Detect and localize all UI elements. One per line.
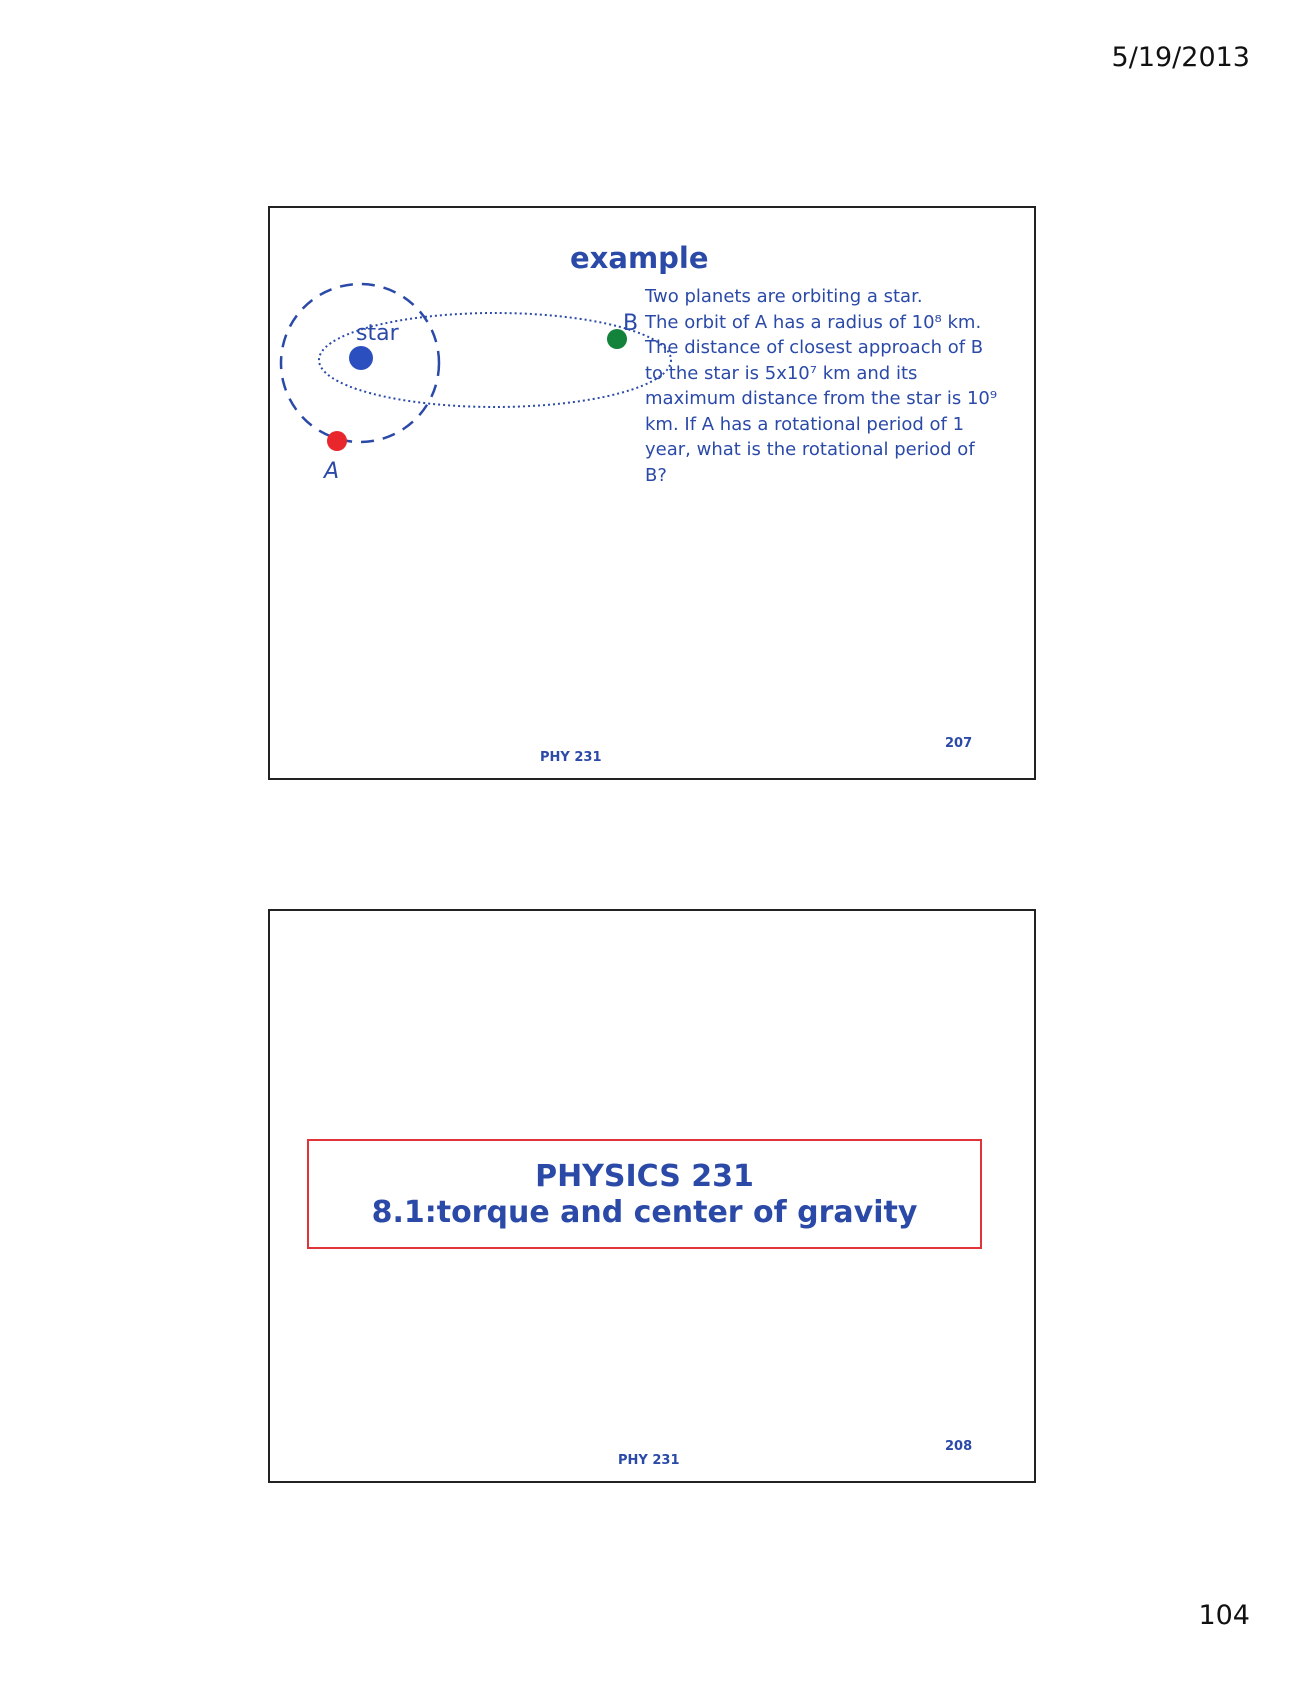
slide-footer: PHY 231	[540, 750, 602, 765]
star-label: star	[356, 321, 399, 346]
problem-line: Two planets are orbiting a star.	[645, 286, 923, 307]
problem-text	[645, 284, 1025, 488]
problem-line: to the star is 5x10⁷ km and its	[645, 362, 918, 384]
slide-footer: PHY 231	[618, 1453, 680, 1468]
course-title: PHYSICS 231	[535, 1159, 754, 1194]
problem-line: maximum distance from the star is 10⁹	[645, 388, 998, 409]
page-date: 5/19/2013	[1111, 42, 1250, 73]
planet-a-label: A	[324, 459, 340, 484]
slide-number: 208	[945, 1439, 973, 1454]
planet-a-dot	[327, 431, 347, 451]
problem-line: km. If A has a rotational period of 1	[645, 413, 965, 435]
star-dot	[349, 346, 373, 370]
section-title: 8.1:torque and center of gravity	[371, 1195, 918, 1230]
page-number: 104	[1198, 1600, 1250, 1631]
problem-line: The orbit of A has a radius of 10⁸ km.	[645, 311, 982, 333]
slide-title: example	[570, 241, 709, 275]
slide-208	[268, 909, 1036, 1483]
problem-line: B?	[645, 464, 667, 486]
problem-line: year, what is the rotational period of	[645, 439, 975, 460]
planet-b-label: B	[623, 311, 639, 336]
slide-207	[268, 206, 1036, 780]
slide-number: 207	[945, 736, 973, 751]
section-title-box	[307, 1139, 982, 1249]
problem-line: The distance of closest approach of B	[645, 337, 984, 358]
